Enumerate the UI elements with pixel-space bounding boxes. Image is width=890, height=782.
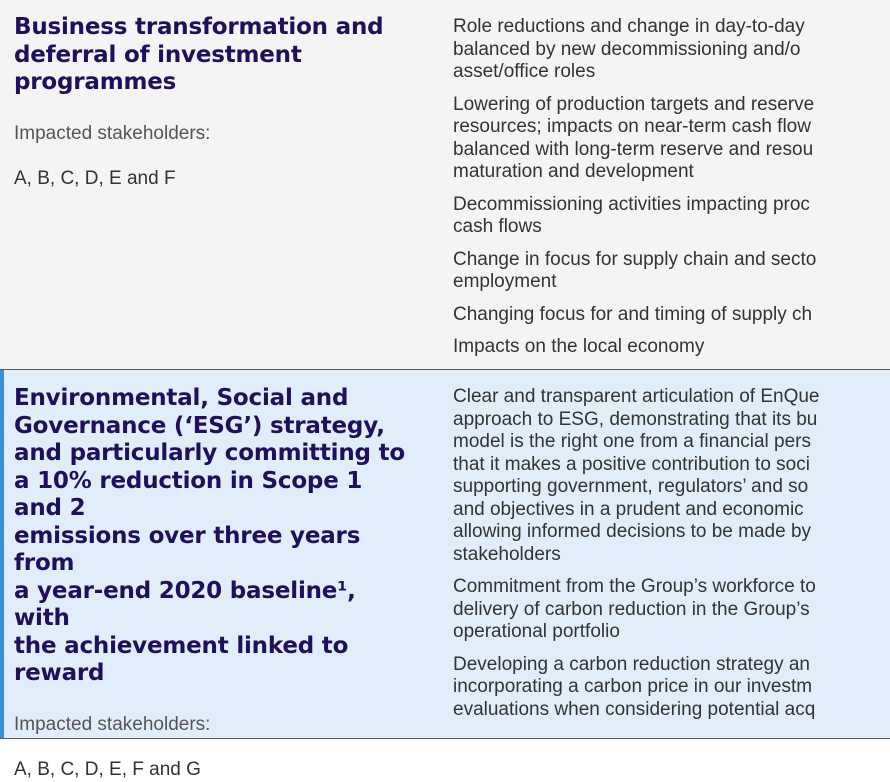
list-item: [453, 304, 890, 327]
table-row: [0, 0, 890, 369]
title-line: a year-end 2020 baseline¹, with: [14, 577, 356, 631]
stakeholders-label: Impacted stakeholders:: [14, 122, 211, 144]
title-line: reward: [14, 660, 105, 686]
row-title: [14, 385, 414, 688]
table-row: [0, 370, 890, 780]
item-line: Clear and transparent articulation of EnQue: [453, 386, 820, 407]
list-item: [453, 194, 890, 239]
row-title: [14, 14, 414, 97]
list-item: [453, 576, 890, 644]
item-line: model is the right one from a financial pers: [453, 431, 812, 452]
item-line: incorporating a carbon price in our investm: [453, 676, 813, 697]
item-line: evaluations when considering potential acq: [453, 698, 816, 720]
item-line: operational portfolio: [453, 621, 620, 642]
stakeholders-list: A, B, C, D, E, F and G: [14, 758, 201, 780]
list-item: [453, 16, 890, 84]
item-line: balanced with long-term reserve and resou: [453, 138, 814, 160]
stakeholders-label: Impacted stakeholders:: [14, 713, 211, 735]
list-item: [453, 94, 890, 184]
table-bottom-rule: [0, 738, 890, 739]
title-line: programmes: [14, 69, 177, 95]
item-line: Changing focus for and timing of supply ch: [453, 303, 813, 325]
list-item: [453, 249, 890, 294]
list-item: [453, 336, 890, 359]
title-line: and particularly committing to: [14, 440, 405, 466]
title-line: the achievement linked to: [14, 632, 349, 659]
item-line: and objectives in a prudent and economic: [453, 498, 804, 520]
title-line: deferral of investment: [14, 41, 302, 68]
item-line: supporting government, regulators’ and so: [453, 476, 809, 497]
title-line: Business transformation and: [14, 14, 384, 40]
item-line: Lowering of production targets and reserve: [453, 93, 815, 115]
item-line: cash flows: [453, 216, 542, 237]
item-line: maturation and development: [453, 161, 694, 182]
item-line: delivery of carbon reduction in the Group’s: [453, 598, 810, 620]
row-left-cell: [14, 14, 414, 191]
row-right-cell: [453, 386, 890, 721]
item-line: Decommissioning activities impacting proc: [453, 193, 810, 215]
stakeholders-list: A, B, C, D, E and F: [14, 167, 176, 189]
title-line: Governance (‘ESG’) strategy,: [14, 412, 385, 439]
item-line: approach to ESG, demonstrating that its bu: [453, 408, 818, 430]
item-line: Developing a carbon reduction strategy an: [453, 653, 811, 675]
item-line: balanced by new decommissioning and/o: [453, 38, 801, 60]
item-line: employment: [453, 271, 557, 292]
list-item: [453, 654, 890, 722]
title-line: emissions over three years from: [14, 522, 361, 576]
item-line: Change in focus for supply chain and secto: [453, 248, 817, 270]
item-line: Impacts on the local economy: [453, 336, 705, 357]
row-right-cell: [453, 16, 890, 359]
title-line: a 10% reduction in Scope 1 and 2: [14, 467, 363, 521]
row-highlight-bar: [0, 370, 4, 738]
item-line: resources; impacts on near-term cash flow: [453, 116, 811, 137]
list-item: [453, 386, 890, 566]
title-line: Environmental, Social and: [14, 385, 349, 411]
item-line: Role reductions and change in day-to-day: [453, 16, 805, 37]
item-line: Commitment from the Group’s workforce to: [453, 576, 816, 597]
item-line: asset/office roles: [453, 61, 596, 82]
item-line: allowing informed decisions to be made by: [453, 521, 812, 542]
item-line: stakeholders: [453, 543, 561, 565]
row-left-cell: [14, 385, 414, 782]
item-line: that it makes a positive contribution to soci: [453, 453, 810, 475]
